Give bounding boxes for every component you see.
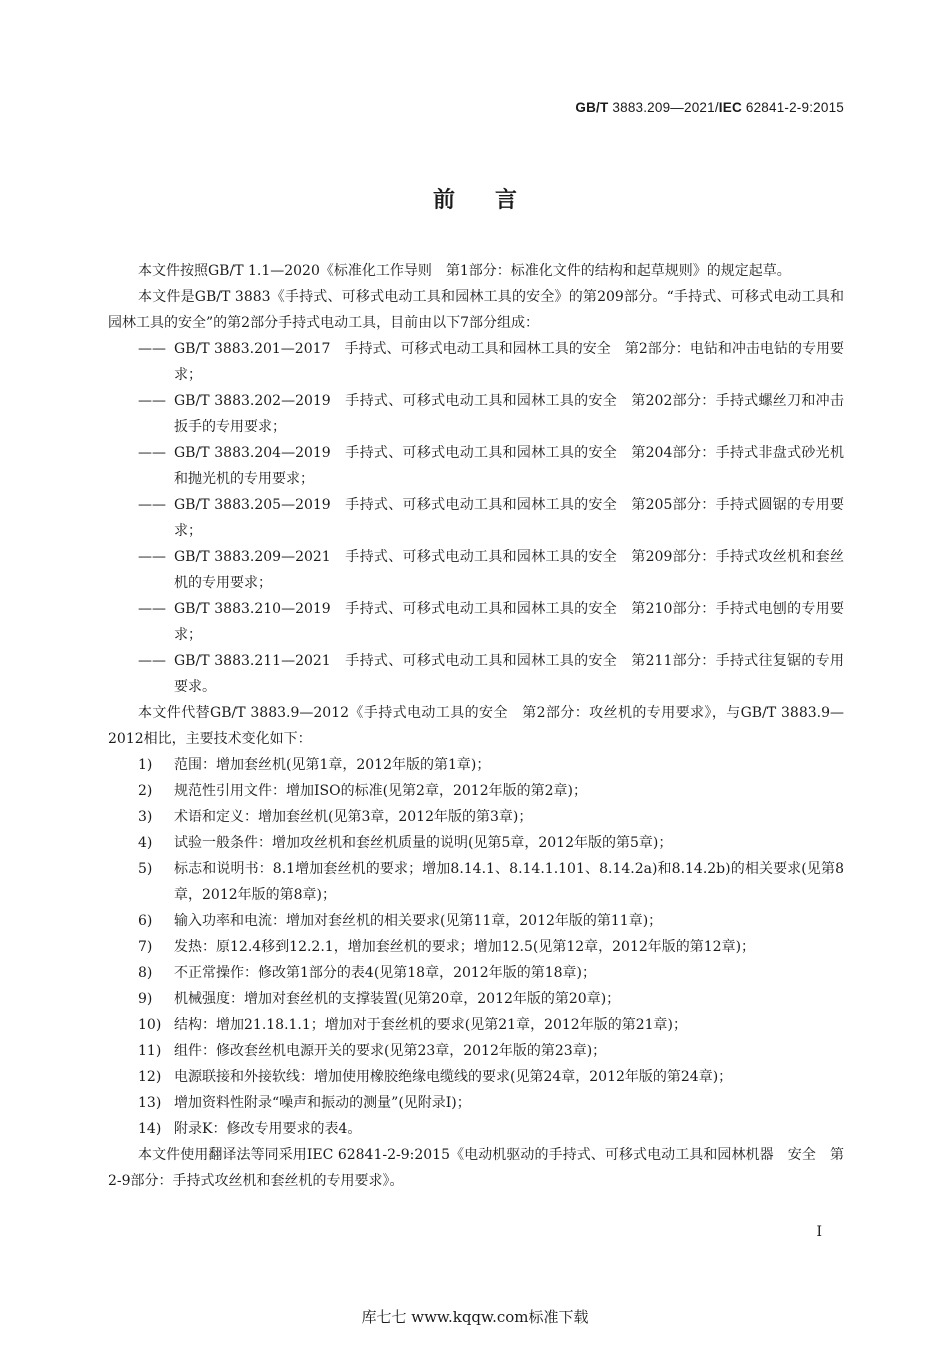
change-item: 10) 结构：增加21.18.1.1；增加对于套丝机的要求(见第21章，2012年版的第21章)； xyxy=(138,1017,687,1033)
page-number: I xyxy=(816,1224,822,1240)
closing-paragraph: 本文件使用翻译法等同采用IEC 62841-2-9:2015《电动机驱动的手持式、可移式电动工具和园林机器 安全 第2-9部分：手持式攻丝机和套丝机的专用要求》。 xyxy=(108,1147,844,1189)
replace-paragraph: 本文件代替GB/T 3883.9—2012《手持式电动工具的安全 第2部分：攻丝机的专用要求》，与GB/T 3883.9—2012相比，主要技术变化如下： xyxy=(108,705,844,747)
parts-list-item: —— GB/T 3883.202—2019 手持式、可移式电动工具和园林工具的安全 第202部分：手持式螺丝刀和冲击扳手的专用要求； xyxy=(138,393,844,435)
standard-number-header xyxy=(575,100,844,115)
parts-list-item: —— GB/T 3883.210—2019 手持式、可移式电动工具和园林工具的安全 第210部分：手持式电刨的专用要求； xyxy=(138,601,844,643)
parts-list-item: —— GB/T 3883.201—2017 手持式、可移式电动工具和园林工具的安全 第2部分：电钻和冲击电钻的专用要求； xyxy=(138,341,844,383)
foreword-body xyxy=(108,258,844,1194)
parts-list-item: —— GB/T 3883.209—2021 手持式、可移式电动工具和园林工具的安全 第209部分：手持式攻丝机和套丝机的专用要求； xyxy=(138,549,844,591)
change-item: 7) 发热：原12.4移到12.2.1，增加套丝机的要求；增加12.5(见第12章，2012年版的第12章)； xyxy=(138,939,756,955)
header-gb-number: 3883.209—2021/ xyxy=(608,100,719,115)
change-item: 6) 输入功率和电流：增加对套丝机的相关要求(见第11章，2012年版的第11章)； xyxy=(138,913,663,929)
change-item: 11) 组件：修改套丝机电源开关的要求(见第23章，2012年版的第23章)； xyxy=(138,1043,607,1059)
intro-paragraph-1: 本文件按照GB/T 1.1—2020《标准化工作导则 第1部分：标准化文件的结构和起草规则》的规定起草。 xyxy=(138,263,791,279)
intro-paragraph-2: 本文件是GB/T 3883《手持式、可移式电动工具和园林工具的安全》的第209部分。“手持式、可移式电动工具和园林工具的安全”的第2部分手持式电动工具，目前由以下7部分组成： xyxy=(108,289,844,331)
footer-watermark: 库七七 www.kqqw.com标准下载 xyxy=(361,1308,589,1326)
changes-list xyxy=(108,752,844,1142)
parts-list-item: —— GB/T 3883.205—2019 手持式、可移式电动工具和园林工具的安全 第205部分：手持式圆锯的专用要求； xyxy=(138,497,844,539)
change-item: 2) 规范性引用文件：增加ISO的标准(见第2章，2012年版的第2章)； xyxy=(138,783,587,799)
parts-list-item: —— GB/T 3883.211—2021 手持式、可移式电动工具和园林工具的安全 第211部分：手持式往复锯的专用要求。 xyxy=(138,653,844,695)
parts-list-item: —— GB/T 3883.204—2019 手持式、可移式电动工具和园林工具的安全 第204部分：手持式非盘式砂光机和抛光机的专用要求； xyxy=(138,445,844,487)
change-item: 1) 范围：增加套丝机(见第1章，2012年版的第1章)； xyxy=(138,757,491,773)
change-item: 12) 电源联接和外接软线：增加使用橡胶绝缘电缆线的要求(见第24章，2012年版的第24章)； xyxy=(138,1069,733,1085)
change-item: 13) 增加资料性附录“噪声和振动的测量”(见附录I)； xyxy=(138,1095,471,1111)
header-iec-number: 62841-2-9:2015 xyxy=(741,100,844,115)
change-item: 4) 试验一般条件：增加攻丝机和套丝机质量的说明(见第5章，2012年版的第5章)； xyxy=(138,835,673,851)
header-gb-prefix: GB/T xyxy=(575,100,609,115)
change-item: 3) 术语和定义：增加套丝机(见第3章，2012年版的第3章)； xyxy=(138,809,533,825)
header-iec-prefix: IEC xyxy=(718,100,742,115)
page-title: 前言 xyxy=(432,188,557,213)
change-item: 14) 附录K：修改专用要求的表4。 xyxy=(138,1121,362,1137)
parts-list xyxy=(108,336,844,700)
change-item: 5) 标志和说明书：8.1增加套丝机的要求；增加8.14.1、8.14.1.101、8.14.2a)和8.14.2b)的相关要求(见第8章，2012年版的第8章)； xyxy=(138,861,844,903)
change-item: 8) 不正常操作：修改第1部分的表4(见第18章，2012年版的第18章)； xyxy=(138,965,596,981)
change-item: 9) 机械强度：增加对套丝机的支撑装置(见第20章，2012年版的第20章)； xyxy=(138,991,621,1007)
